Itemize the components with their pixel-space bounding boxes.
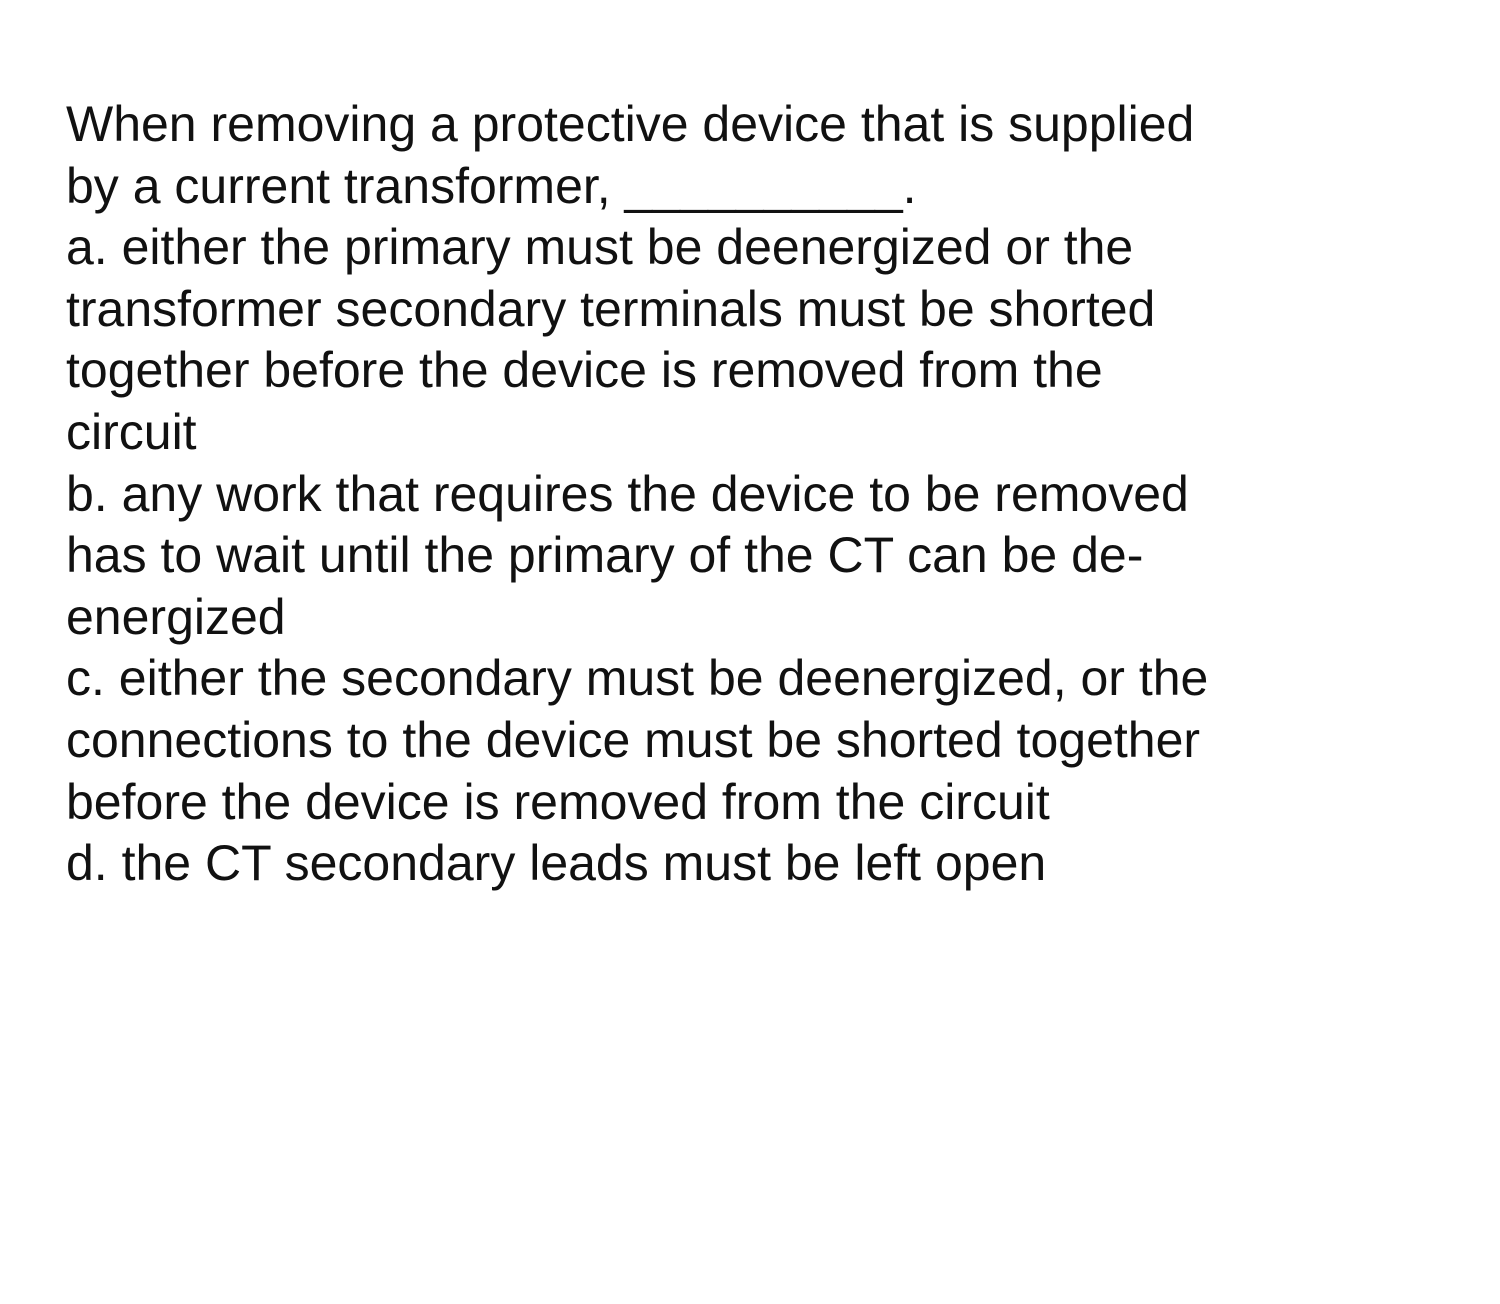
option-b-line: b. any work that requires the device to be removed bbox=[66, 465, 1189, 522]
document-body bbox=[66, 94, 1446, 895]
option-b bbox=[66, 464, 1446, 649]
option-a-line: circuit bbox=[66, 403, 197, 460]
question-stem bbox=[66, 94, 1446, 217]
question-line: When removing a protective device that is supplied bbox=[66, 96, 1195, 152]
option-d-line: d. the CT secondary leads must be left open bbox=[66, 835, 1047, 892]
question-line: by a current transformer, __________. bbox=[66, 157, 917, 214]
option-c-line: connections to the device must be shorted together bbox=[66, 711, 1201, 768]
option-b-line: has to wait until the primary of the CT can be de- bbox=[66, 527, 1144, 584]
option-a bbox=[66, 217, 1446, 463]
option-a-line: a. either the primary must be deenergized or the bbox=[66, 219, 1134, 276]
option-a-line: transformer secondary terminals must be shorted bbox=[66, 280, 1156, 337]
option-c-line: c. either the secondary must be deenergized, or the bbox=[66, 650, 1209, 707]
option-d bbox=[66, 833, 1446, 895]
option-b-line: energized bbox=[66, 588, 286, 645]
option-c-line: before the device is removed from the circuit bbox=[66, 773, 1050, 830]
option-c bbox=[66, 648, 1446, 833]
option-a-line: together before the device is removed from the bbox=[66, 342, 1103, 399]
